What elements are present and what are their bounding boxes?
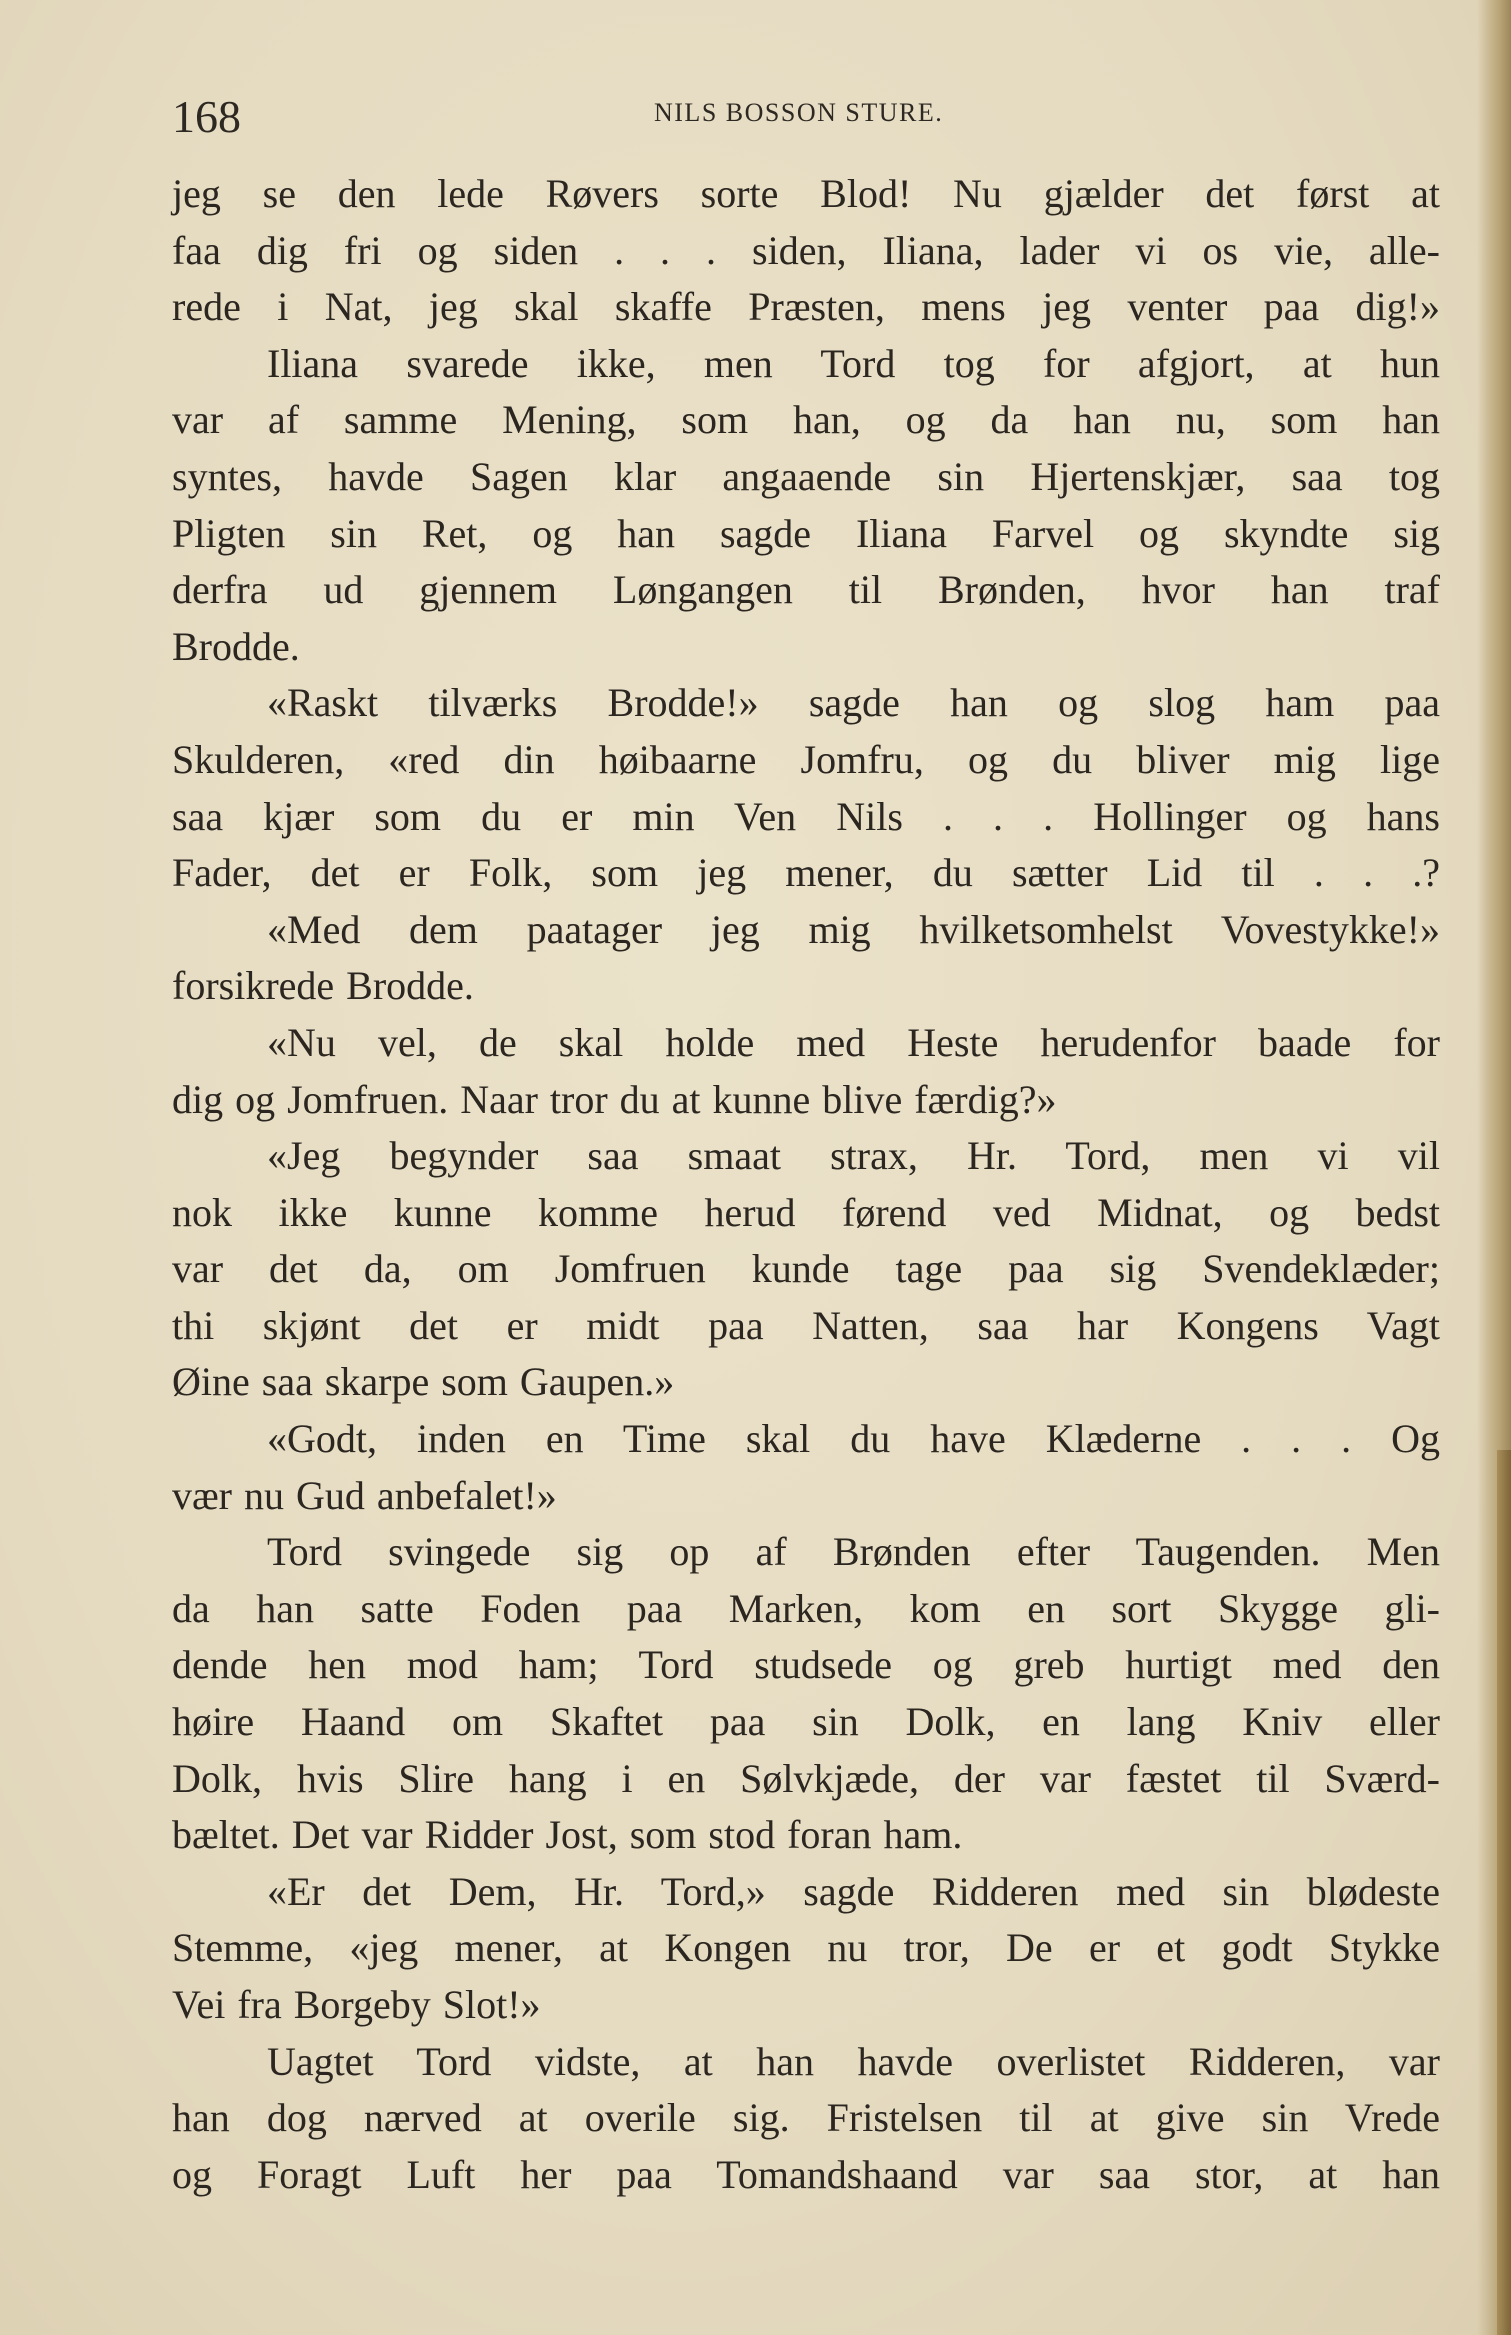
text-line: da han satte Foden paa Marken, kom en sort Skygge gli- <box>172 1585 1440 1631</box>
text-line: Tord svingede sig op af Brønden efter Taugenden. Men <box>267 1529 1440 1575</box>
running-head: NILS BOSSON STURE. <box>654 98 944 127</box>
text-line: nok ikke kunne komme herud førend ved Midnat, og bedst <box>172 1189 1440 1235</box>
text-line: dig og Jomfruen. Naar tror du at kunne blive færdig?» <box>172 1076 1057 1122</box>
text-line: Iliana svarede ikke, men Tord tog for afgjort, at hun <box>267 340 1440 386</box>
text-line: han dog nærved at overile sig. Fristelsen til at give sin Vrede <box>172 2095 1440 2141</box>
page-number: 168 <box>172 91 241 142</box>
text-line: faa dig fri og siden . . . siden, Iliana, lader vi os vie, alle- <box>172 227 1440 273</box>
text-line: rede i Nat, jeg skal skaffe Præsten, mens jeg venter paa dig!» <box>172 284 1440 330</box>
text-line: Øine saa skarpe som Gaupen.» <box>172 1359 675 1405</box>
text-line: jeg se den lede Røvers sorte Blod! Nu gjælder det først at <box>172 171 1440 216</box>
text-line: «Nu vel, de skal holde med Heste herudenfor baade for <box>267 1019 1440 1065</box>
text-line: Vei fra Borgeby Slot!» <box>172 1982 541 2027</box>
text-line: Skulderen, «red din høibaarne Jomfru, og du bliver mig lige <box>172 736 1440 782</box>
text-line: og Foragt Luft her paa Tomandshaand var saa stor, at han <box>172 2151 1440 2197</box>
text-line: derfra ud gjennem Løngangen til Brønden, hvor han traf <box>172 567 1440 613</box>
text-line: vær nu Gud anbefalet!» <box>172 1472 557 1518</box>
text-line: thi skjønt det er midt paa Natten, saa har Kongens Vagt <box>172 1302 1440 1348</box>
text-line: var det da, om Jomfruen kunde tage paa sig Svendeklæder; <box>172 1246 1440 1292</box>
page-edge-binding <box>1497 1450 1511 2335</box>
text-line: saa kjær som du er min Ven Nils . . . Hollinger og hans <box>172 793 1440 839</box>
text-line: bæltet. Det var Ridder Jost, som stod foran ham. <box>172 1812 963 1858</box>
text-line: Stemme, «jeg mener, at Kongen nu tror, De er et godt Stykke <box>172 1925 1440 1971</box>
text-line: «Med dem paatager jeg mig hvilketsomhelst Vovestykke!» <box>267 906 1440 952</box>
text-line: syntes, havde Sagen klar angaaende sin Hjertenskjær, saa tog <box>172 453 1440 499</box>
body-text <box>172 166 1440 2203</box>
text-line: forsikrede Brodde. <box>172 963 474 1009</box>
text-line: «Er det Dem, Hr. Tord,» sagde Ridderen med sin blødeste <box>267 1868 1440 1914</box>
text-line: Uagtet Tord vidste, at han havde overlistet Ridderen, var <box>267 2038 1440 2084</box>
text-line: Fader, det er Folk, som jeg mener, du sætter Lid til . . .? <box>172 850 1440 896</box>
text-line: Dolk, hvis Slire hang i en Sølvkjæde, der var fæstet til Sværd- <box>172 1755 1440 1801</box>
text-line: høire Haand om Skaftet paa sin Dolk, en lang Kniv eller <box>172 1699 1440 1745</box>
page-header <box>172 90 1442 150</box>
text-line: «Godt, inden en Time skal du have Klæderne . . . Og <box>267 1416 1440 1462</box>
text-line: Brodde. <box>172 623 300 669</box>
text-line: var af samme Mening, som han, og da han nu, som han <box>172 397 1440 443</box>
text-line: «Raskt tilværks Brodde!» sagde han og slog ham paa <box>267 680 1440 726</box>
text-line: dende hen mod ham; Tord studsede og greb hurtigt med den <box>172 1642 1440 1688</box>
text-line: «Jeg begynder saa smaat strax, Hr. Tord, men vi vil <box>267 1133 1440 1179</box>
text-line: Pligten sin Ret, og han sagde Iliana Farvel og skyndte sig <box>172 510 1440 556</box>
